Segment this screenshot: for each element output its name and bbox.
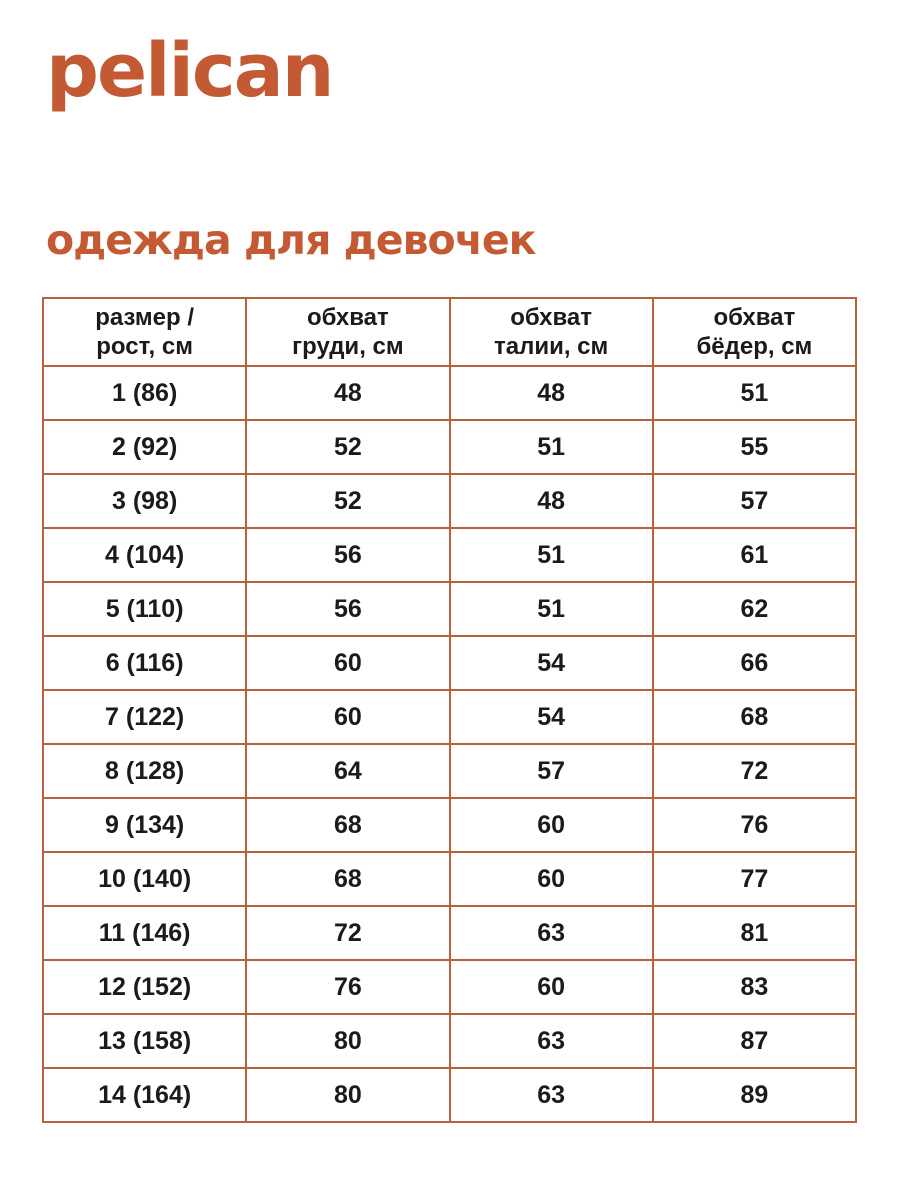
size-cell: 12 (152) — [43, 960, 246, 1014]
size-cell: 9 (134) — [43, 798, 246, 852]
value-cell: 57 — [450, 744, 653, 798]
value-cell: 63 — [450, 1068, 653, 1122]
value-cell: 61 — [653, 528, 856, 582]
table-row — [43, 906, 856, 960]
value-cell: 56 — [246, 582, 449, 636]
size-cell: 1 (86) — [43, 366, 246, 420]
value-cell: 51 — [450, 420, 653, 474]
size-table — [42, 297, 857, 1123]
value-cell: 68 — [246, 852, 449, 906]
size-cell: 7 (122) — [43, 690, 246, 744]
column-header-3: обхват бёдер, см — [653, 298, 856, 366]
size-cell: 5 (110) — [43, 582, 246, 636]
column-header-0: размер / рост, см — [43, 298, 246, 366]
table-row — [43, 852, 856, 906]
value-cell: 89 — [653, 1068, 856, 1122]
value-cell: 68 — [246, 798, 449, 852]
column-header-2: обхват талии, см — [450, 298, 653, 366]
value-cell: 51 — [450, 528, 653, 582]
table-row — [43, 474, 856, 528]
table-row — [43, 528, 856, 582]
size-cell: 4 (104) — [43, 528, 246, 582]
value-cell: 60 — [450, 960, 653, 1014]
table-row — [43, 420, 856, 474]
value-cell: 51 — [450, 582, 653, 636]
value-cell: 76 — [653, 798, 856, 852]
column-header-1: обхват груди, см — [246, 298, 449, 366]
table-row — [43, 798, 856, 852]
value-cell: 72 — [246, 906, 449, 960]
value-cell: 60 — [246, 690, 449, 744]
size-cell: 3 (98) — [43, 474, 246, 528]
page-title: одежда для девочек — [46, 216, 536, 264]
value-cell: 48 — [450, 474, 653, 528]
value-cell: 81 — [653, 906, 856, 960]
value-cell: 77 — [653, 852, 856, 906]
table-row — [43, 636, 856, 690]
value-cell: 83 — [653, 960, 856, 1014]
value-cell: 55 — [653, 420, 856, 474]
value-cell: 48 — [450, 366, 653, 420]
value-cell: 54 — [450, 636, 653, 690]
value-cell: 80 — [246, 1068, 449, 1122]
value-cell: 60 — [450, 798, 653, 852]
pelican-logo: pelican — [46, 28, 333, 114]
value-cell: 80 — [246, 1014, 449, 1068]
value-cell: 66 — [653, 636, 856, 690]
table-row — [43, 1014, 856, 1068]
value-cell: 64 — [246, 744, 449, 798]
size-table-body — [43, 366, 856, 1122]
table-row — [43, 366, 856, 420]
value-cell: 60 — [450, 852, 653, 906]
value-cell: 57 — [653, 474, 856, 528]
value-cell: 48 — [246, 366, 449, 420]
value-cell: 62 — [653, 582, 856, 636]
table-row — [43, 744, 856, 798]
value-cell: 60 — [246, 636, 449, 690]
value-cell: 76 — [246, 960, 449, 1014]
size-cell: 10 (140) — [43, 852, 246, 906]
size-cell: 14 (164) — [43, 1068, 246, 1122]
value-cell: 87 — [653, 1014, 856, 1068]
value-cell: 56 — [246, 528, 449, 582]
value-cell: 52 — [246, 420, 449, 474]
value-cell: 51 — [653, 366, 856, 420]
size-cell: 11 (146) — [43, 906, 246, 960]
value-cell: 68 — [653, 690, 856, 744]
table-row — [43, 690, 856, 744]
value-cell: 72 — [653, 744, 856, 798]
table-row — [43, 960, 856, 1014]
value-cell: 54 — [450, 690, 653, 744]
value-cell: 63 — [450, 906, 653, 960]
size-cell: 8 (128) — [43, 744, 246, 798]
value-cell: 52 — [246, 474, 449, 528]
table-row — [43, 1068, 856, 1122]
value-cell: 63 — [450, 1014, 653, 1068]
table-row — [43, 582, 856, 636]
header-row — [43, 298, 856, 366]
size-table-header — [43, 298, 856, 366]
size-cell: 2 (92) — [43, 420, 246, 474]
size-cell: 6 (116) — [43, 636, 246, 690]
size-cell: 13 (158) — [43, 1014, 246, 1068]
